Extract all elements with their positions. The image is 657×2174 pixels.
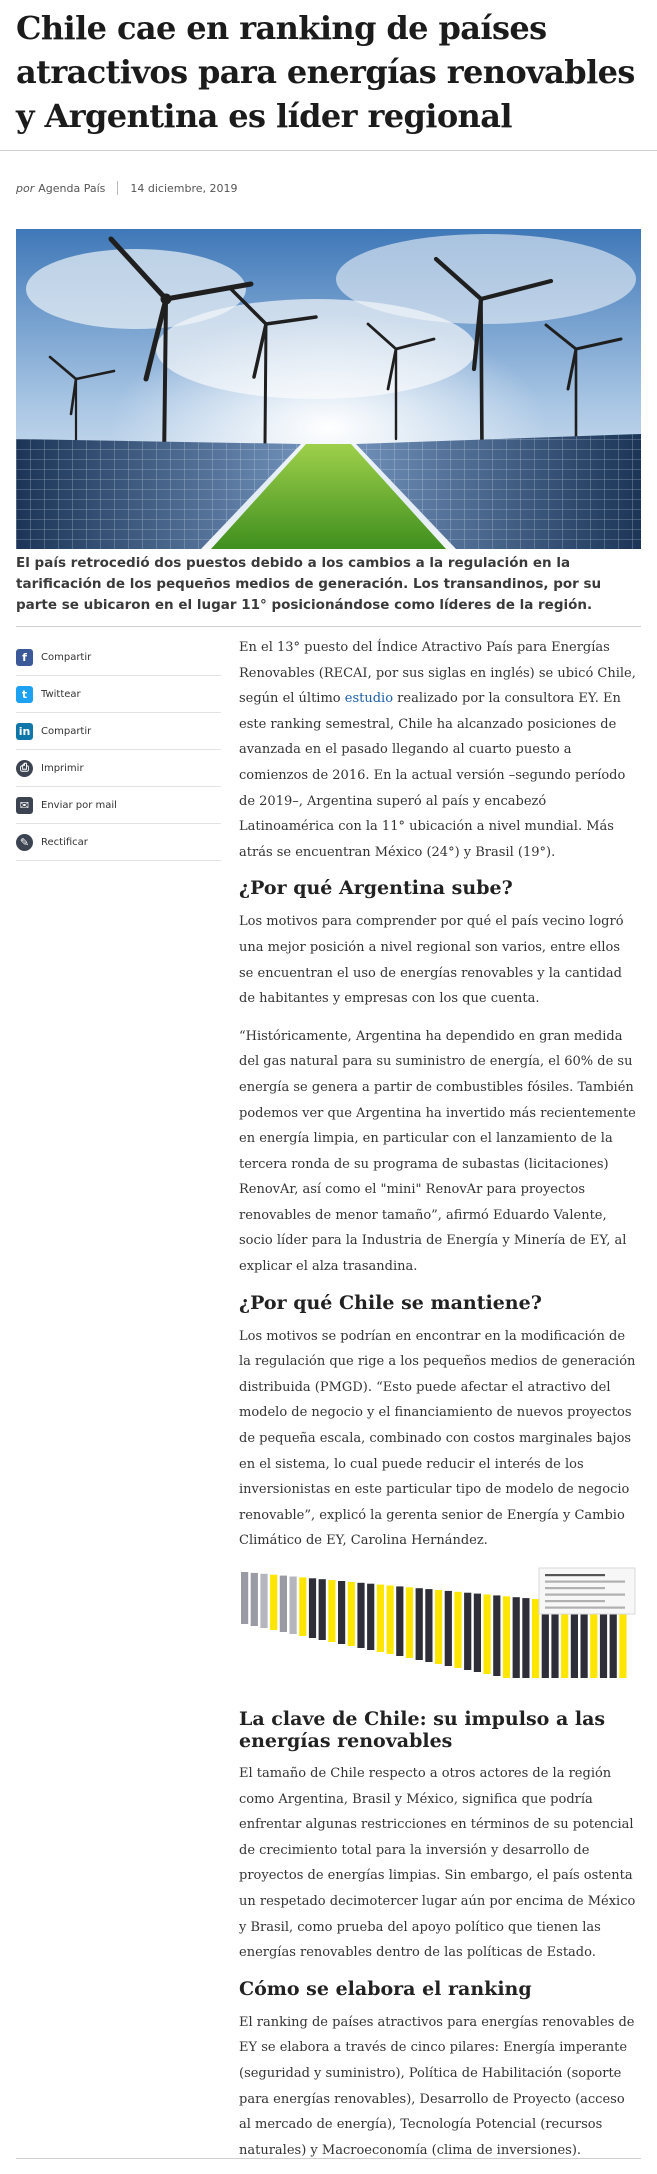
recai-infographic [239,1566,637,1678]
recai-ranking-graphic [239,1566,637,1678]
share-facebook-button[interactable] [16,639,221,676]
infographic-bar [445,1591,452,1666]
infographic-bar [532,1599,539,1678]
infographic-bar [416,1588,423,1660]
rectify-button[interactable] [16,824,221,861]
heading-ranking-method: Cómo se elabora el ranking [239,1977,532,2000]
paragraph-2: Los motivos para comprender por qué el país vecino logró una mejor posición a nivel regional son varios, entre ellos se encuentran el uso de energías renovables y la cantidad de habitantes y empresas con los que cuenta. [239,914,624,1007]
share-linkedin-button[interactable] [16,713,221,750]
paragraph-1 [239,635,637,865]
infographic-bar [474,1594,481,1672]
infographic-bar [377,1585,384,1652]
paragraph-3: “Históricamente, Argentina ha dependido en gran medida del gas natural para su suministro de energía, el 60% de su energía se genera a partir de combustibles fósiles. También podemos ver que Argentina ha invertido más recientemente en energía limpia, en particular con el lanzamiento de la tercera ronda de su programa de subastas (licitaciones) RenovAr, así como el "mini" RenovAr para proyectos renovables de menor tamaño”, afirmó Eduardo Valente, socio líder para la Industria de Energía y Minería de EY, al explicar el alza trasandina. [239,1028,636,1275]
infographic-bar [581,1604,588,1679]
byline-prefix: por [16,181,35,195]
paragraph-5: El tamaño de Chile respecto a otros actores de la región como Argentina, Brasil y México, significa que podría enfrentar algunas restricciones en términos de su potencial de crecimiento total para la inversión y desarrollo de proyectos de energías limpias. Sin embargo, el país ostenta un respetado decimotercer lugar aún por encima de México y Brasil, como prueba del apoyo político que tienen las energías renovables dentro de las políticas de Estado. [239,1766,636,1961]
infographic-bar [270,1575,277,1630]
article-body [239,627,637,2174]
paragraph-1-text-b: realizado por la consultora EY. En este ranking semestral, Chile ha alcanzado posiciones de avanzada en el pasado llegando al cuarto puesto a comienzos de 2016. En la actual versión –segundo período de 2019–, Argentina superó al país y encabezó Latinoamérica con la 11° ubicación a nivel mundial. Más atrás se encuentran México (24°) y Brasil (19°). [239,691,626,860]
infographic-bar [348,1582,355,1646]
infographic-bar [338,1581,345,1644]
heading-chile: ¿Por qué Chile se mantiene? [239,1291,542,1314]
share-facebook-label: Compartir [41,651,92,663]
article-title: Chile cae en ranking de países atractivos para energías renovables y Argentina es líder regional [16,9,635,135]
infographic-bar [367,1584,374,1650]
facebook-icon: f [16,649,33,666]
article-lead: El país retrocedió dos puestos debido a los cambios a la regulación en la tarificación de los pequeños medios de generación. Los transandinos, por su parte se ubicaron en el lugar 11° posicionándose como líderes de la región. [16,555,602,613]
paragraph-6: El ranking de países atractivos para energías renovables de EY se elabora a través de cinco pilares: Energía imperante (seguridad y suministro), Política de Habilitación (soporte para energías renovables), Desarrollo de Proyecto (acceso al mercado de energía), Tecnología Potencial (recursos naturales) y Macroeconomía (clima de inversiones). [239,2014,635,2158]
paragraph-1-text-a: En el 13° puesto del Índice Atractivo País para Energías Renovables (RECAI, por sus siglas en inglés) se ubicó Chile, según el último [239,640,636,707]
infographic-bar [435,1590,442,1664]
publish-date: 14 diciembre, 2019 [130,181,238,195]
infographic-legend-line [545,1587,605,1589]
mail-button[interactable] [16,787,221,824]
infographic-bar [319,1579,326,1640]
infographic-bar [454,1592,461,1668]
infographic-bar [241,1572,248,1624]
wind-solar-illustration [16,229,641,549]
infographic-bar [513,1597,520,1678]
infographic-legend-line [545,1600,605,1602]
infographic-bar [328,1580,335,1642]
study-link[interactable]: estudio [344,691,394,707]
hero-image [16,229,641,549]
rectify-label: Rectificar [41,836,88,848]
print-label: Imprimir [41,762,84,774]
infographic-bar [425,1589,432,1662]
share-linkedin-label: Compartir [41,725,92,737]
infographic-bar [406,1587,413,1658]
infographic-bar [280,1576,287,1632]
infographic-bar [464,1593,471,1670]
linkedin-icon: in [16,723,33,740]
mail-label: Enviar por mail [41,799,117,811]
infographic-bar [503,1596,510,1678]
infographic-bar [600,1605,607,1678]
infographic-legend-line [545,1594,625,1596]
infographic-bar [290,1577,297,1635]
heading-argentina: ¿Por qué Argentina sube? [239,877,513,900]
infographic-bar [387,1586,394,1655]
byline-separator [117,181,118,195]
infographic-bar [619,1607,626,1678]
printer-icon: ⎙ [16,760,33,777]
heading-chile-key: La clave de Chile: su impulso a las energías renovables [239,1708,606,1752]
paragraph-4: Los motivos se podrían en encontrar en la modificación de la regulación que rige a los pequeños medios de generación distribuida (PMGD). “Esto puede afectar el atractivo del modelo de negocio y el financiamiento de nuevos proyectos de pequeña escala, combinado con costos marginales bajos en el sistema, lo cual puede reducir el interés de los inversionistas en este particular tipo de modelo de negocio renovable”, explicó la gerenta senior de Energía y Cambio Climático de EY, Carolina Hernández. [239,1328,636,1549]
infographic-bar [484,1595,491,1675]
infographic-bar [590,1604,597,1678]
pencil-icon: ✎ [16,834,33,851]
mail-icon: ✉ [16,797,33,814]
twitter-icon: t [16,686,33,703]
print-button[interactable] [16,750,221,787]
share-twitter-label: Twittear [41,688,81,700]
author-link[interactable]: Agenda País [38,181,106,195]
infographic-bar [493,1595,500,1676]
infographic-legend-line [545,1581,625,1583]
share-twitter-button[interactable] [16,676,221,713]
infographic-bar [309,1578,316,1638]
content-area [0,627,657,2174]
infographic-bar [299,1577,306,1636]
infographic-bar [357,1583,364,1648]
infographic-legend-line [545,1574,605,1576]
share-sidebar [16,627,221,2174]
infographic-legend-line [545,1607,625,1609]
infographic-bar [396,1586,403,1656]
byline [0,151,657,201]
footer-divider [16,2158,641,2159]
infographic-bar [522,1598,529,1678]
infographic-bar [610,1606,617,1678]
infographic-bar [251,1573,258,1626]
infographic-bar [260,1574,267,1628]
